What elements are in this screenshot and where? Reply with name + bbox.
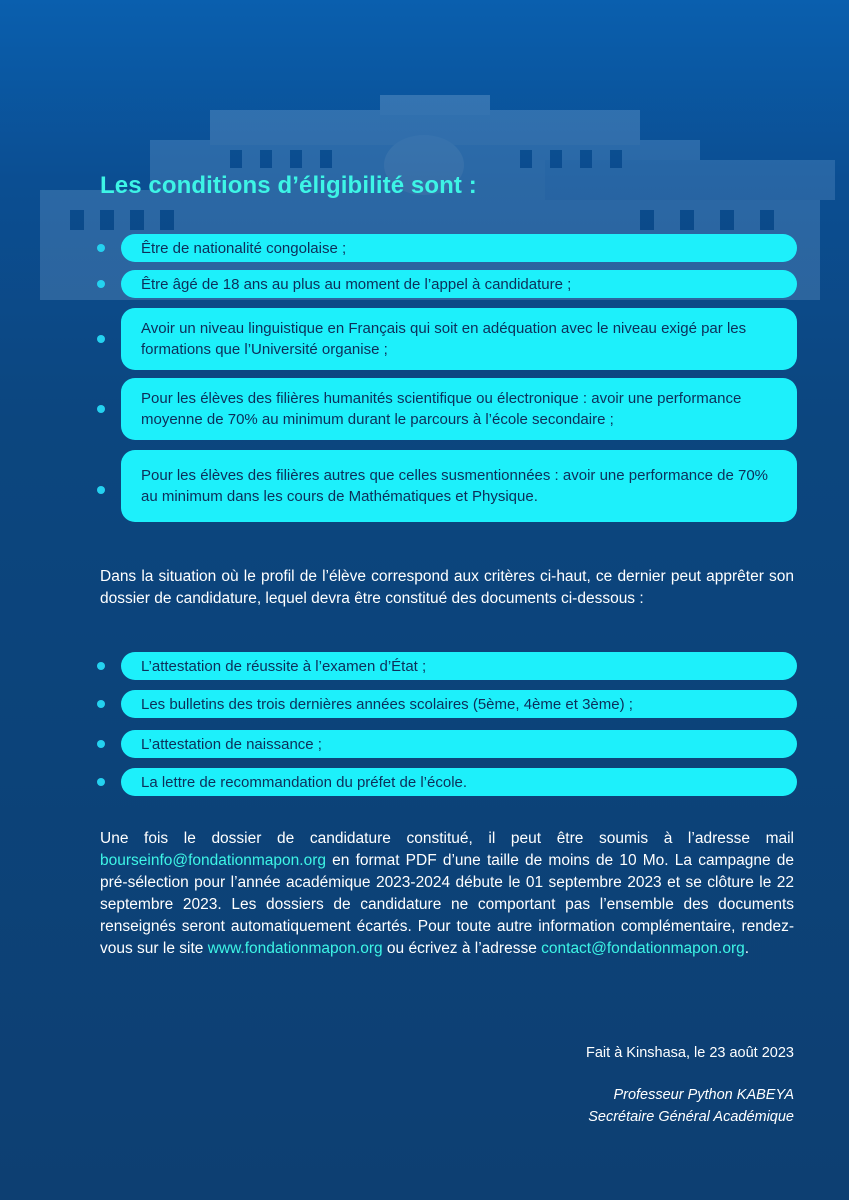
list-item [97,378,797,440]
bullet-icon [97,700,105,708]
bullet-icon [97,778,105,786]
submission-text: Une fois le dossier de candidature constitué, il peut être soumis à l’adresse mail [100,830,794,847]
condition-text: Pour les élèves des filières humanités scientifique ou électronique : avoir une performance moyenne de 70% au minimum durant le parcours à l’école secondaire ; [121,378,797,440]
documents-intro-paragraph: Dans la situation où le profil de l’élève correspond aux critères ci-haut, ce dernier peut apprêter son dossier de candidature, lequel devra être constitué des documents ci-dessous : [100,568,794,607]
submission-text: en format PDF d’une taille de moins de 10 Mo. La campagne de pré-sélection pour l’année académique 2023-2024 débute le 01 septembre 2023 et se clôture le 22 septembre 2023. Les dossiers de candidature ne comportant pas l’ensemble des documents renseignés seront automatiquement écartés. Pour toute autre information complémentaire, rendez-vous sur le site [100,852,794,957]
eligibility-heading: Les conditions d’éligibilité sont : [100,172,477,199]
list-item [97,730,797,758]
signatory-role: Secrétaire Général Académique [588,1109,794,1125]
document-text: La lettre de recommandation du préfet de l’école. [121,768,797,796]
bullet-icon [97,486,105,494]
condition-text: Être âgé de 18 ans au plus au moment de l’appel à candidature ; [121,270,797,298]
place-date: Fait à Kinshasa, le 23 août 2023 [586,1045,794,1061]
document-text: Les bulletins des trois dernières années scolaires (5ème, 4ème et 3ème) ; [121,690,797,718]
list-item [97,690,797,718]
document-text: L’attestation de réussite à l’examen d’État ; [121,652,797,680]
condition-text: Être de nationalité congolaise ; [121,234,797,262]
bullet-icon [97,740,105,748]
list-item [97,270,797,298]
bullet-icon [97,335,105,343]
bullet-icon [97,244,105,252]
submission-text: ou écrivez à l’adresse [382,940,542,957]
condition-text: Avoir un niveau linguistique en Français qui soit en adéquation avec le niveau exigé par les formations que l’Université organise ; [121,308,797,370]
submission-paragraph [100,828,794,960]
website-link[interactable]: www.fondationmapon.org [207,940,383,957]
bourseinfo-email-link[interactable]: bourseinfo@fondationmapon.org [100,852,326,869]
contact-email-link[interactable]: contact@fondationmapon.org [541,940,745,957]
list-item [97,652,797,680]
signatory-name: Professeur Python KABEYA [613,1087,794,1103]
list-item [97,450,797,522]
list-item [97,768,797,796]
submission-text: . [744,940,750,957]
bullet-icon [97,405,105,413]
bullet-icon [97,280,105,288]
document-text: L’attestation de naissance ; [121,730,797,758]
list-item [97,234,797,262]
list-item [97,308,797,370]
condition-text: Pour les élèves des filières autres que celles susmentionnées : avoir une performance de 70% au minimum dans les cours de Mathématiques et Physique. [121,450,797,522]
bullet-icon [97,662,105,670]
